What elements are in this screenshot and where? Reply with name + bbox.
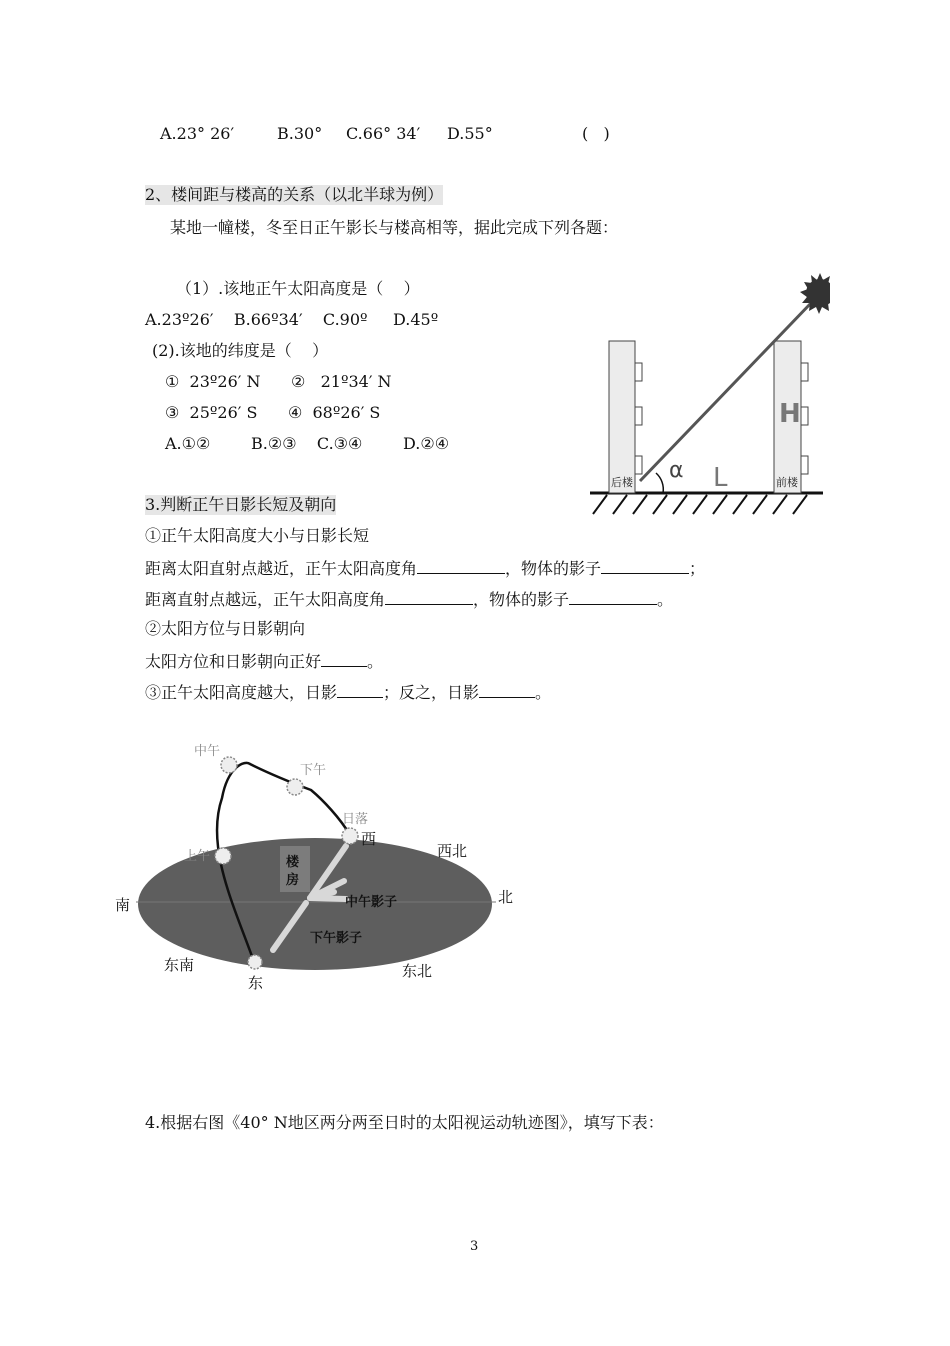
back-building-window <box>635 456 642 474</box>
answer-blank[interactable] <box>385 588 473 605</box>
alpha-label: α <box>669 458 684 483</box>
fill-line-2-text-a: 距离直射点越远，正午太阳高度角 <box>145 590 386 609</box>
sun-icon <box>215 848 231 864</box>
label-afternoon-shadow: 下午影子 <box>310 931 363 946</box>
label-morning: 上午 <box>184 849 211 864</box>
label-afternoon: 下午 <box>300 763 327 778</box>
fill-line-1-text-c: ； <box>689 559 706 578</box>
label-noon: 中午 <box>194 744 221 759</box>
q2-choices-line1: ① 23º26′ N ② 21º34′ N <box>165 372 392 391</box>
ground-hatching <box>593 495 807 514</box>
prev-answer-paren: ( ) <box>582 124 610 143</box>
sun-icon <box>287 779 303 795</box>
front-building-window <box>801 407 808 425</box>
answer-blank[interactable] <box>479 681 535 698</box>
q1-options: A.23º26′ B.66º34′ C.90º D.45º <box>145 310 439 329</box>
label-south: 南 <box>115 896 131 914</box>
fill-line-1-text-a: 距离太阳直射点越近，正午太阳高度角 <box>145 559 418 578</box>
section2-intro: 某地一幢楼，冬至日正午影长与楼高相等，据此完成下列各题： <box>170 218 619 237</box>
building-label-1: 楼 <box>286 855 300 870</box>
section3-sub2: ②太阳方位与日影朝向 <box>145 619 306 638</box>
label-northwest: 西北 <box>437 842 468 860</box>
label-east: 东 <box>248 974 264 992</box>
building-label-2: 房 <box>286 873 300 888</box>
fill-line-4-text-c: 。 <box>535 683 552 702</box>
prev-option-c: C.66° 34′ <box>346 124 421 143</box>
sun-path-diagram <box>110 738 530 1000</box>
q2-stem: (2).该地的纬度是（ ） <box>152 341 329 360</box>
alpha-arc <box>656 473 663 493</box>
section3-heading: 3.判断正午日影长短及朝向 <box>145 495 337 514</box>
fill-line-2 <box>145 588 673 610</box>
answer-blank[interactable] <box>417 557 505 574</box>
front-building-window <box>801 363 808 381</box>
length-label: L <box>713 463 728 493</box>
label-west: 西 <box>361 830 377 848</box>
section2-heading: 2、楼间距与楼高的关系（以北半球为例） <box>145 185 444 204</box>
answer-blank[interactable] <box>569 588 657 605</box>
fill-line-4-text-a: ③正午太阳高度越大，日影 <box>145 683 338 702</box>
prev-option-b: B.30° <box>277 124 323 143</box>
prev-option-a: A.23° 26′ <box>160 124 235 143</box>
fill-line-3-text-a: 太阳方位和日影朝向正好 <box>145 652 322 671</box>
fill-line-3 <box>145 650 383 672</box>
q1-stem: （1）.该地正午太阳高度是（ ） <box>176 279 420 298</box>
page-number: 3 <box>470 1239 479 1254</box>
label-sunset: 日落 <box>342 812 369 827</box>
back-building-label: 后楼 <box>611 476 633 489</box>
label-southeast: 东南 <box>164 956 195 974</box>
answer-blank[interactable] <box>337 681 383 698</box>
section4-text: 4.根据右图《40° N地区两分两至日时的太阳视运动轨迹图》，填写下表： <box>145 1113 664 1132</box>
fill-line-4-text-b: ；反之，日影 <box>383 683 480 702</box>
answer-blank[interactable] <box>321 650 367 667</box>
sun-icon <box>342 828 358 844</box>
prev-option-d: D.55° <box>447 124 493 143</box>
front-building-label: 前楼 <box>776 476 798 489</box>
fill-line-3-text-b: 。 <box>367 652 384 671</box>
label-northeast: 东北 <box>402 962 433 980</box>
sun-icon <box>248 955 262 969</box>
fill-line-4 <box>145 681 551 703</box>
height-label: H <box>779 399 801 429</box>
fill-line-1-text-b: ，物体的影子 <box>505 559 602 578</box>
back-building-window <box>635 363 642 381</box>
label-north: 北 <box>498 888 514 906</box>
q2-choices-line2: ③ 25º26′ S ④ 68º26′ S <box>165 403 381 422</box>
back-building <box>609 341 635 493</box>
fill-line-1 <box>145 557 705 579</box>
fill-line-2-text-b: ，物体的影子 <box>473 590 570 609</box>
building-shadow-diagram <box>585 262 830 522</box>
q2-options: A.①② B.②③ C.③④ D.②④ <box>165 434 450 453</box>
section3-sub1: ①正午太阳高度大小与日影长短 <box>145 526 370 545</box>
front-building-window <box>801 456 808 474</box>
back-building-window <box>635 407 642 425</box>
label-noon-shadow: 中午影子 <box>345 895 398 910</box>
answer-blank[interactable] <box>601 557 689 574</box>
sun-icon <box>221 757 237 773</box>
fill-line-2-text-c: 。 <box>657 590 674 609</box>
